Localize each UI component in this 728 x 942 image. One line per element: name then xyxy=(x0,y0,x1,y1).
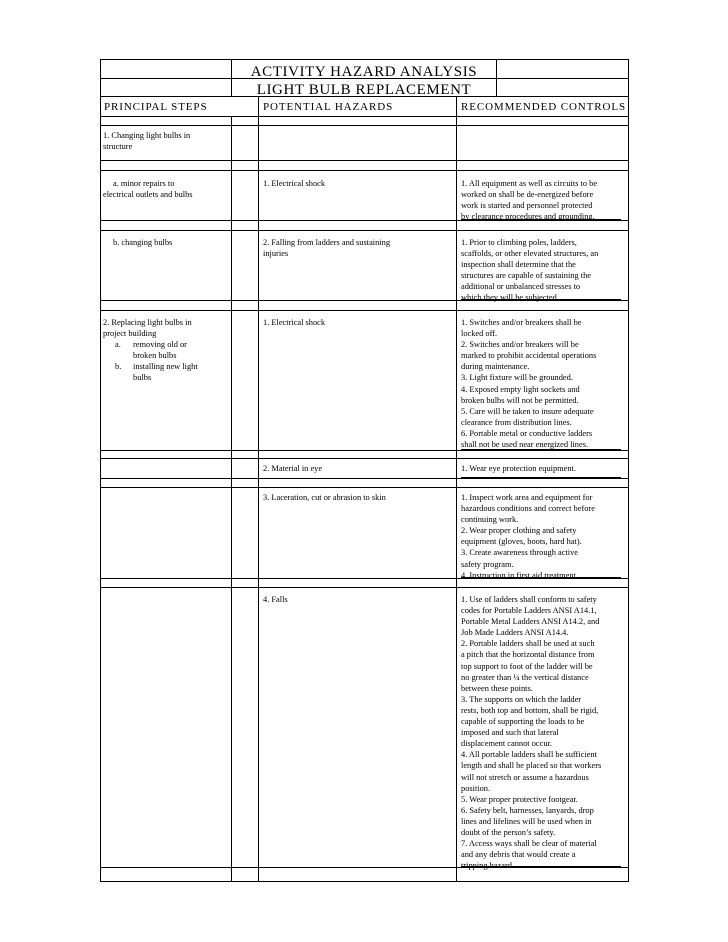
control-text: 5. Wear proper protective footgear. xyxy=(461,794,578,804)
step-1a-cell xyxy=(103,178,193,200)
column-header-steps: PRINCIPAL STEPS xyxy=(104,101,208,113)
sub-step-marker: a. xyxy=(115,340,121,350)
control-text: lines and lifelines will be used when in xyxy=(461,816,592,826)
controls-cell xyxy=(461,178,597,222)
hazard-text: 2. Falling from ladders and sustaining xyxy=(263,238,391,247)
control-text: doubt of the person’s safety. xyxy=(461,827,556,837)
step-text: project building xyxy=(103,329,157,339)
control-text: no greater than ¼ the vertical distance xyxy=(461,672,589,682)
step-text: bulbs xyxy=(133,373,152,383)
control-text: which they will be subjected. xyxy=(461,293,559,303)
control-text: Job Made Ladders ANSI A14.4. xyxy=(461,628,569,638)
hazard-text: injuries xyxy=(263,249,289,259)
control-text: 3. Light fixture will be grounded. xyxy=(461,373,573,383)
control-text: clearance from distribution lines. xyxy=(461,417,572,427)
control-text: additional or unbalanced stresses to xyxy=(461,282,581,292)
hazard-text: 2. Material in eye xyxy=(263,464,323,473)
step-text: b. changing bulbs xyxy=(113,238,173,247)
control-text: continuing work. xyxy=(461,515,519,525)
control-text: rests, both top and bottom, shall be rigid, xyxy=(461,705,599,715)
controls-cell xyxy=(461,317,596,450)
hazard-text: 4. Falls xyxy=(263,595,288,604)
control-text: position. xyxy=(461,783,491,793)
cell-underline xyxy=(461,477,621,478)
control-text: 6. Portable metal or conductive ladders xyxy=(461,428,593,438)
control-text: and any debris that would create a xyxy=(461,850,576,860)
control-text: displacement cannot occur. xyxy=(461,739,552,749)
step-text: 1. Changing light bulbs in xyxy=(103,131,191,140)
control-text: length and shall be placed so that workers xyxy=(461,761,602,771)
control-text: 2. Portable ladders shall be used at such xyxy=(461,639,595,649)
row-divider xyxy=(101,458,628,459)
row-divider xyxy=(101,160,628,161)
hazard-cell xyxy=(263,594,288,605)
control-text: tripping hazard. xyxy=(461,861,515,871)
control-text: marked to prohibit accidental operations xyxy=(461,351,597,361)
step-text: 2. Replacing light bulbs in xyxy=(103,318,192,327)
control-text: 4. Exposed empty light sockets and xyxy=(461,384,580,394)
header-rule-bottom xyxy=(101,116,628,117)
control-text: locked off. xyxy=(461,329,498,339)
title-divider xyxy=(101,78,628,79)
control-text: between these points. xyxy=(461,683,533,693)
control-text: 3. The supports on which the ladder xyxy=(461,694,582,704)
sub-step-a xyxy=(103,339,198,350)
sub-step-marker: b. xyxy=(115,362,122,372)
control-text: 3. Create awareness through active xyxy=(461,548,578,558)
hazard-text: 3. Laceration, cut or abrasion to skin xyxy=(263,493,386,502)
row-divider xyxy=(101,170,628,171)
control-text: work is started and personnel protected xyxy=(461,201,593,211)
control-text: 1. Use of ladders shall conform to safety xyxy=(461,595,597,604)
sub-step-b xyxy=(103,361,198,372)
step-text: a. minor repairs to xyxy=(113,179,175,188)
controls-cell xyxy=(461,492,595,581)
control-text: Portable Metal Ladders ANSI A14.2, and xyxy=(461,617,600,627)
column-divider xyxy=(456,96,457,882)
controls-cell xyxy=(461,594,601,871)
step-text: installing new light xyxy=(133,362,198,372)
control-text: imposed and such that lateral xyxy=(461,728,559,738)
control-text: structures are capable of sustaining the xyxy=(461,271,591,281)
step-1-cell xyxy=(103,130,190,152)
hazard-cell xyxy=(263,492,386,503)
row-divider xyxy=(101,450,628,451)
hazard-cell xyxy=(263,178,325,189)
control-text: 6. Safety belt, harnesses, lanyards, drop xyxy=(461,805,594,815)
controls-cell xyxy=(461,463,576,474)
control-text: hazardous conditions and correct before xyxy=(461,504,595,514)
control-text: 4. All portable ladders shall be sufficient xyxy=(461,750,597,760)
control-text: during maintenance. xyxy=(461,362,530,372)
control-text: shall not be used near energized lines. xyxy=(461,440,589,450)
control-text: 1. Switches and/or breakers shall be xyxy=(461,318,582,327)
row-divider xyxy=(101,125,628,126)
control-text: worked on shall be de-energized before xyxy=(461,190,594,200)
control-text: 1. Prior to climbing poles, ladders, xyxy=(461,238,577,247)
control-text: 5. Care will be taken to insure adequate xyxy=(461,406,594,416)
control-text: scaffolds, or other elevated structures, an xyxy=(461,249,599,259)
hazard-text: 1. Electrical shock xyxy=(263,179,326,188)
row-divider xyxy=(101,478,628,479)
title-column-divider xyxy=(496,60,497,96)
control-text: 2. Wear proper clothing and safety xyxy=(461,526,577,536)
control-text: 2. Switches and/or breakers will be xyxy=(461,340,579,350)
step-text: broken bulbs xyxy=(133,351,177,361)
row-divider xyxy=(101,587,628,588)
column-header-hazards: POTENTIAL HAZARDS xyxy=(263,101,394,113)
control-text: a pitch that the horizontal distance from xyxy=(461,650,595,660)
header-rule-top xyxy=(101,96,628,97)
row-divider xyxy=(101,487,628,488)
hazard-cell xyxy=(263,463,322,474)
control-text: 1. All equipment as well as circuits to be xyxy=(461,179,598,188)
step-text: removing old or xyxy=(133,340,187,350)
control-text: broken bulbs will not be permitted. xyxy=(461,395,579,405)
control-text: safety program. xyxy=(461,559,514,569)
step-text: structure xyxy=(103,142,133,152)
control-text: codes for Portable Ladders ANSI A14.1, xyxy=(461,606,597,616)
control-text: inspection shall determine that the xyxy=(461,260,576,270)
hazard-cell xyxy=(263,317,325,328)
control-text: equipment (gloves, boots, hard hat). xyxy=(461,537,582,547)
control-text: capable of supporting the loads to be xyxy=(461,717,585,727)
control-text: top support to foot of the ladder will be xyxy=(461,661,593,671)
control-text: will not stretch or assume a hazardous xyxy=(461,772,589,782)
row-divider xyxy=(101,230,628,231)
step-2-cell xyxy=(103,317,198,384)
hazard-cell xyxy=(263,237,390,259)
control-text: 1. Wear eye protection equipment. xyxy=(461,464,576,473)
control-text: 7. Access ways shall be clear of material xyxy=(461,839,597,849)
control-text: 4. Instruction in first aid treatment. xyxy=(461,570,578,580)
column-divider xyxy=(258,96,259,882)
hazard-analysis-form xyxy=(100,59,629,882)
step-text: electrical outlets and bulbs xyxy=(103,190,193,200)
hazard-text: 1. Electrical shock xyxy=(263,318,326,327)
control-text: by clearance procedures and grounding. xyxy=(461,212,595,222)
controls-cell xyxy=(461,237,598,304)
column-header-controls: RECOMMENDED CONTROLS xyxy=(461,101,626,113)
row-divider xyxy=(101,310,628,311)
form-subtitle: LIGHT BULB REPLACEMENT xyxy=(256,82,472,98)
step-1b-cell xyxy=(103,237,172,248)
control-text: 1. Inspect work area and equipment for xyxy=(461,493,593,502)
column-divider xyxy=(231,116,232,882)
title-column-divider xyxy=(231,60,232,96)
form-title: ACTIVITY HAZARD ANALYSIS xyxy=(250,64,478,80)
